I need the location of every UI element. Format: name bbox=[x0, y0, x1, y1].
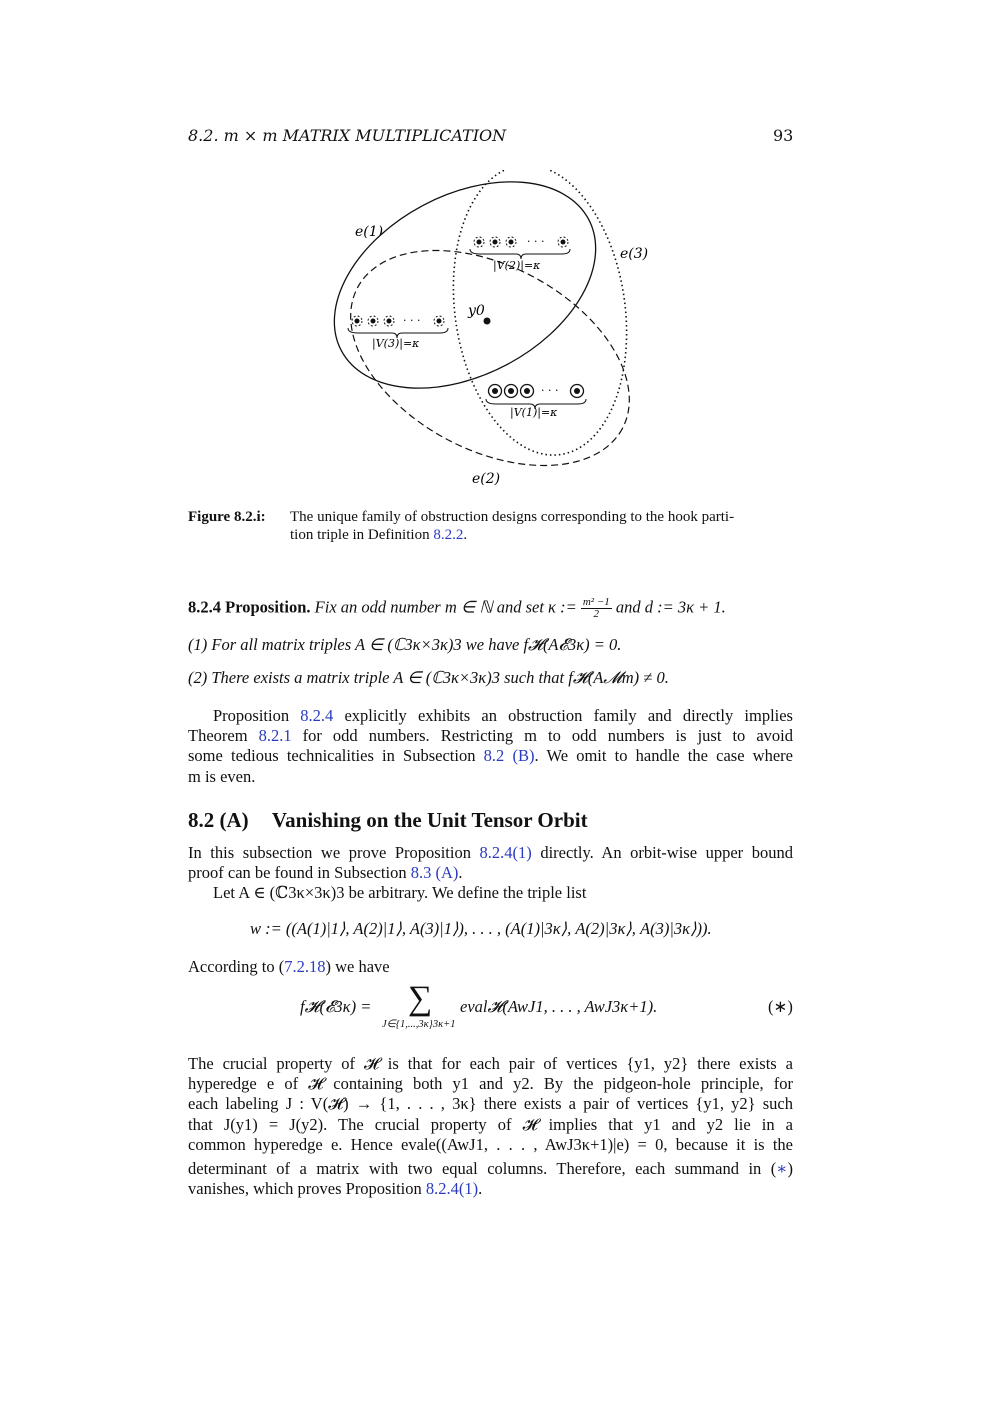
text-line bbox=[188, 1179, 793, 1199]
link-subsection-8-2-b[interactable]: 8.2 (B) bbox=[483, 746, 535, 766]
label-y0: y0 bbox=[468, 303, 485, 319]
sum-index: J∈{1,...,3κ}3κ+1 bbox=[382, 1019, 456, 1030]
section-title: Vanishing on the Unit Tensor Orbit bbox=[271, 808, 588, 832]
text: ) we have bbox=[325, 957, 390, 976]
link-proposition-8-2-4-1[interactable]: 8.2.4(1) bbox=[479, 843, 532, 862]
text: In this subsection we prove Proposition bbox=[188, 843, 480, 862]
caption-text: tion triple in Definition bbox=[290, 527, 434, 543]
link-theorem-8-2-1[interactable]: 8.2.1 bbox=[258, 726, 292, 746]
label-e1: e(1) bbox=[355, 224, 384, 240]
hyperedge-e3 bbox=[436, 170, 645, 466]
label-v3: |V(3)|=κ bbox=[372, 337, 420, 350]
text: . We omit to handle the case where bbox=[534, 746, 793, 766]
text-line bbox=[188, 746, 793, 766]
proposition-item-1: (1) For all matrix triples A ∈ (ℂ3κ×3κ)3 we have f𝓗(A𝓔3κ) = 0. bbox=[188, 635, 622, 654]
text-line bbox=[188, 726, 793, 746]
paragraph-4 bbox=[188, 1054, 793, 1199]
equation-lhs: f𝓗(𝓔3κ) = bbox=[300, 997, 372, 1016]
link-subsection-8-3-a[interactable]: 8.3 (A) bbox=[410, 863, 459, 883]
text-line: hyperedge e of 𝓗 containing both y1 and y2. By the pidgeon-hole principle, for bbox=[188, 1074, 793, 1094]
text: determinant of a matrix with two equal columns. Therefore, each summand in ( bbox=[188, 1158, 777, 1178]
text-line: that J(y1) = J(y2). The crucial property of 𝓗 implies that y1 and y2 lie in a bbox=[188, 1114, 793, 1134]
caption-label: Figure 8.2.i: bbox=[188, 509, 266, 525]
text: explicitly exhibits an obstruction family and directly implies bbox=[333, 706, 793, 725]
equation-w: w := ((A(1)|1⟩, A(2)|1⟩, A(3)|1⟩), . . . , (A(1)|3κ⟩, A(2)|3κ⟩, A(3)|3κ⟩)). bbox=[250, 919, 712, 938]
proposition-statement bbox=[188, 597, 798, 620]
text: some tedious technicalities in Subsection bbox=[188, 746, 484, 766]
label-v2: |V(2)|=κ bbox=[493, 259, 541, 272]
link-proposition-8-2-4[interactable]: 8.2.4 bbox=[300, 706, 334, 725]
link-definition-8-2-2[interactable]: 8.2.2 bbox=[433, 527, 464, 543]
hyperedge-e2 bbox=[330, 206, 650, 500]
proposition-item-2: (2) There exists a matrix triple A ∈ (ℂ3κ×3κ)3 such that f𝓗(A𝓜m) ≠ 0. bbox=[188, 668, 669, 687]
link-equation-star[interactable]: ∗ bbox=[776, 1158, 788, 1178]
kappa-numerator: m² −1 bbox=[582, 596, 610, 608]
text: . bbox=[478, 1178, 483, 1198]
svg-text:· · ·: · · · bbox=[527, 235, 545, 248]
link-equation-7-2-18[interactable]: 7.2.18 bbox=[284, 957, 326, 976]
text: directly. An orbit-wise upper bound bbox=[531, 843, 793, 862]
label-e2: e(2) bbox=[472, 471, 501, 487]
text: According to ( bbox=[188, 957, 285, 976]
kappa-fraction bbox=[581, 597, 612, 620]
svg-text:· · ·: · · · bbox=[403, 314, 421, 327]
kappa-denominator: 2 bbox=[593, 608, 600, 620]
text-line: The crucial property of 𝓗 is that for each pair of vertices {y1, y2} there exists a bbox=[188, 1054, 793, 1073]
equation-rhs: eval𝓗(AwJ1, . . . , AwJ3κ+1). bbox=[460, 997, 658, 1016]
paragraph-2 bbox=[188, 843, 793, 904]
text-line bbox=[188, 843, 793, 863]
text-line: each labeling J : V(𝓗) → {1, . . . , 3κ} there exists a pair of vertices {y1, y2} such bbox=[188, 1094, 793, 1114]
label-e3: e(3) bbox=[620, 246, 649, 262]
text: vanishes, which proves Proposition bbox=[188, 1178, 426, 1198]
text-line: Let A ∈ (ℂ3κ×3κ)3 be arbitrary. We define the triple list bbox=[213, 883, 587, 903]
running-title: 8.2. m × m MATRIX MULTIPLICATION bbox=[188, 126, 507, 145]
caption-text-line1: The unique family of obstruction designs corresponding to the hook parti- bbox=[290, 509, 735, 525]
svg-text:· · ·: · · · bbox=[541, 384, 559, 397]
hyperedge-e1 bbox=[330, 170, 631, 430]
text-line bbox=[188, 863, 793, 883]
proposition-text: Fix an odd number m ∈ ℕ and set κ := bbox=[314, 597, 577, 617]
section-number: 8.2 (A) bbox=[188, 808, 249, 832]
vertex-group-v2 bbox=[470, 235, 570, 259]
link-proposition-8-2-4-1b[interactable]: 8.2.4(1) bbox=[425, 1178, 479, 1198]
proposition-text-tail: and d := 3κ + 1. bbox=[615, 597, 726, 617]
caption-text: . bbox=[463, 527, 468, 543]
equation-f bbox=[188, 980, 793, 1038]
label-v1: |V(1)|=κ bbox=[510, 406, 558, 419]
text: proof can be found in Subsection bbox=[188, 863, 411, 883]
equation-tag: (∗) bbox=[768, 997, 793, 1016]
summation-sign: ∑ bbox=[408, 980, 433, 1017]
text: ) bbox=[787, 1158, 793, 1178]
text: Theorem bbox=[188, 726, 259, 746]
figure-caption bbox=[188, 508, 793, 543]
text-line: common hyperedge e. Hence evale((AwJ1, . . . , AwJ3κ+1)|e) = 0, because it is the bbox=[188, 1134, 793, 1154]
text-line bbox=[188, 706, 793, 726]
paragraph-3 bbox=[188, 957, 390, 977]
vertex-group-v3 bbox=[348, 314, 448, 338]
hypergraph-figure bbox=[330, 170, 650, 500]
text: for odd numbers. Restricting m to odd numbers is just to avoid bbox=[291, 726, 794, 746]
proposition-number: 8.2.4 Proposition. bbox=[188, 597, 311, 617]
text-line bbox=[188, 1159, 793, 1179]
text: . bbox=[458, 863, 463, 883]
section-heading bbox=[188, 808, 588, 833]
page-number: 93 bbox=[773, 126, 794, 145]
caption-text-line2 bbox=[290, 526, 467, 545]
text: Proposition bbox=[213, 706, 301, 725]
text-line: m is even. bbox=[188, 766, 256, 786]
paragraph-1 bbox=[188, 706, 793, 787]
